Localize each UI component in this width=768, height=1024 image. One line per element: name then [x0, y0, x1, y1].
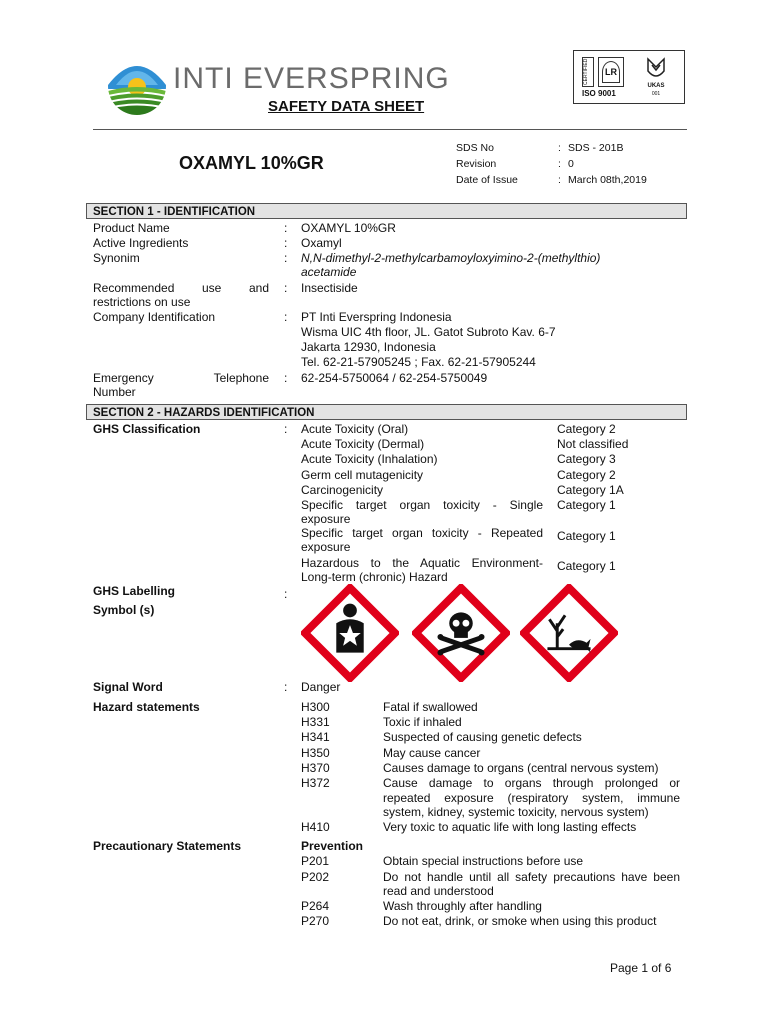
hazard-text-line-3: system, kidney, systemic toxicity, nervous system): [383, 805, 649, 819]
company-logo: [106, 55, 168, 117]
sds-meta-label-2: Date of Issue: [456, 174, 518, 186]
classification-name-line-2: exposure: [301, 540, 351, 554]
product-name-value: OXAMYL 10%GR: [301, 221, 396, 235]
classification-name: Carcinogenicity: [301, 483, 384, 497]
header-divider: [93, 129, 687, 130]
ghs-labelling-label: GHS Labelling: [93, 584, 176, 598]
company-identification-label: Company Identification: [93, 310, 216, 324]
classification-name: Acute Toxicity (Dermal): [301, 437, 425, 451]
recommended-use-label-line-2: restrictions on use: [93, 295, 191, 309]
company-line: Tel. 62-21-57905245 ; Fax. 62-21-57905244: [301, 355, 536, 369]
colon: :: [284, 236, 288, 250]
health-hazard-pictogram-icon: [301, 584, 399, 682]
section-1-heading: SECTION 1 - IDENTIFICATION: [86, 203, 687, 219]
classification-name-line-1: Specific target organ toxicity - Single: [301, 498, 543, 512]
hazard-text-line-2: repeated exposure (respiratory system, immune: [383, 791, 680, 805]
skull-crossbones-pictogram-icon: [412, 584, 510, 682]
hazard-text: May cause cancer: [383, 746, 481, 760]
hazard-text: Causes damage to organs (central nervous system): [383, 761, 659, 775]
hazard-code: H341: [301, 730, 330, 744]
classification-category: Category 1: [557, 529, 616, 543]
precaution-text-line-2: read and understood: [383, 884, 494, 898]
company-line: Wisma UIC 4th floor, JL. Gatot Subroto Kav. 6-7: [301, 325, 556, 339]
emergency-telephone-value: 62-254-5750064 / 62-254-5750049: [301, 371, 488, 385]
active-ingredients-value: Oxamyl: [301, 236, 342, 250]
precautionary-statements-label: Precautionary Statements: [93, 839, 242, 853]
company-line: PT Inti Everspring Indonesia: [301, 310, 452, 324]
precaution-text: Wash throughly after handling: [383, 899, 542, 913]
colon: :: [284, 587, 288, 601]
precaution-code: P201: [301, 854, 330, 868]
sds-meta-label-1: Revision: [456, 158, 497, 170]
precaution-code: P202: [301, 870, 330, 884]
section-2-heading: SECTION 2 - HAZARDS IDENTIFICATION: [86, 404, 687, 420]
sds-meta-colon-0: :: [558, 142, 561, 154]
document-title: SAFETY DATA SHEET: [268, 98, 425, 115]
classification-name-line-2: exposure: [301, 512, 351, 526]
prevention-subheading: Prevention: [301, 839, 364, 853]
product-title: OXAMYL 10%GR: [179, 153, 324, 173]
sds-meta-value-1: 0: [568, 158, 574, 170]
company-logo-text: INTI EVERSPRING: [173, 62, 450, 95]
colon: :: [284, 281, 288, 295]
certified-label: CERTIFIED: [582, 57, 594, 87]
hazard-code: H410: [301, 820, 330, 834]
colon: :: [284, 221, 288, 235]
precaution-text: Obtain special instructions before use: [383, 854, 584, 868]
classification-category: Category 2: [557, 422, 616, 436]
sds-meta-label-0: SDS No: [456, 142, 494, 154]
precaution-text: Do not eat, drink, or smoke when using this product: [383, 914, 657, 928]
hazard-text-line-1: Cause damage to organs through prolonged or: [383, 776, 680, 790]
ukas-logo: UKAS 001: [636, 57, 676, 99]
recommended-use-value: Insectiside: [301, 281, 358, 295]
sds-meta-colon-2: :: [558, 174, 561, 186]
hazard-code: H300: [301, 700, 330, 714]
environment-pictogram-icon: [520, 584, 618, 682]
classification-category: Category 3: [557, 452, 616, 466]
precaution-code: P264: [301, 899, 330, 913]
classification-category: Category 1: [557, 498, 616, 512]
colon: :: [284, 310, 288, 324]
sds-meta-value-0: SDS - 201B: [568, 142, 624, 154]
recommended-use-label-line-1: Recommended use and: [93, 281, 269, 295]
page-number: Page 1 of 6: [610, 961, 672, 975]
ghs-classification-label: GHS Classification: [93, 422, 201, 436]
precaution-code: P270: [301, 914, 330, 928]
synonim-label: Synonim: [93, 251, 140, 265]
colon: :: [284, 251, 288, 265]
colon: :: [284, 680, 288, 694]
colon: :: [284, 371, 288, 385]
active-ingredients-label: Active Ingredients: [93, 236, 189, 250]
hazard-text: Very toxic to aquatic life with long lasting effects: [383, 820, 637, 834]
sds-meta-value-2: March 08th,2019: [568, 174, 647, 186]
classification-name: Acute Toxicity (Inhalation): [301, 452, 438, 466]
classification-category: Not classified: [557, 437, 629, 451]
hazard-text: Suspected of causing genetic defects: [383, 730, 582, 744]
precaution-text-line-1: Do not handle until all safety precautions have been: [383, 870, 680, 884]
hazard-text: Toxic if inhaled: [383, 715, 462, 729]
colon: :: [284, 422, 288, 436]
classification-name-line-1: Hazardous to the Aquatic Environment-: [301, 556, 543, 570]
symbols-label: Symbol (s): [93, 603, 155, 617]
sds-meta-colon-1: :: [558, 158, 561, 170]
hazard-text: Fatal if swallowed: [383, 700, 478, 714]
hazard-code: H331: [301, 715, 330, 729]
classification-category: Category 2: [557, 468, 616, 482]
lr-logo: LR: [598, 57, 624, 87]
classification-category: Category 1A: [557, 483, 624, 497]
hazard-code: H370: [301, 761, 330, 775]
classification-name: Germ cell mutagenicity: [301, 468, 424, 482]
classification-name-line-1: Specific target organ toxicity - Repeated: [301, 526, 543, 540]
classification-name: Acute Toxicity (Oral): [301, 422, 409, 436]
signal-word-label: Signal Word: [93, 680, 163, 694]
synonim-value-line-2: acetamide: [301, 265, 357, 279]
signal-word-value: Danger: [301, 680, 341, 694]
iso-certification-badge: [573, 50, 685, 104]
iso-label: ISO 9001: [582, 89, 616, 98]
product-name-label: Product Name: [93, 221, 170, 235]
hazard-code: H372: [301, 776, 330, 790]
hazard-statements-label: Hazard statements: [93, 700, 200, 714]
emergency-telephone-label-line-1: Emergency Telephone: [93, 371, 269, 385]
classification-category: Category 1: [557, 559, 616, 573]
company-line: Jakarta 12930, Indonesia: [301, 340, 436, 354]
hazard-code: H350: [301, 746, 330, 760]
emergency-telephone-label-line-2: Number: [93, 385, 136, 399]
classification-name-line-2: Long-term (chronic) Hazard: [301, 570, 448, 584]
synonim-value-line-1: N,N-dimethyl-2-methylcarbamoyloxyimino-2-(methylthio): [301, 251, 601, 265]
